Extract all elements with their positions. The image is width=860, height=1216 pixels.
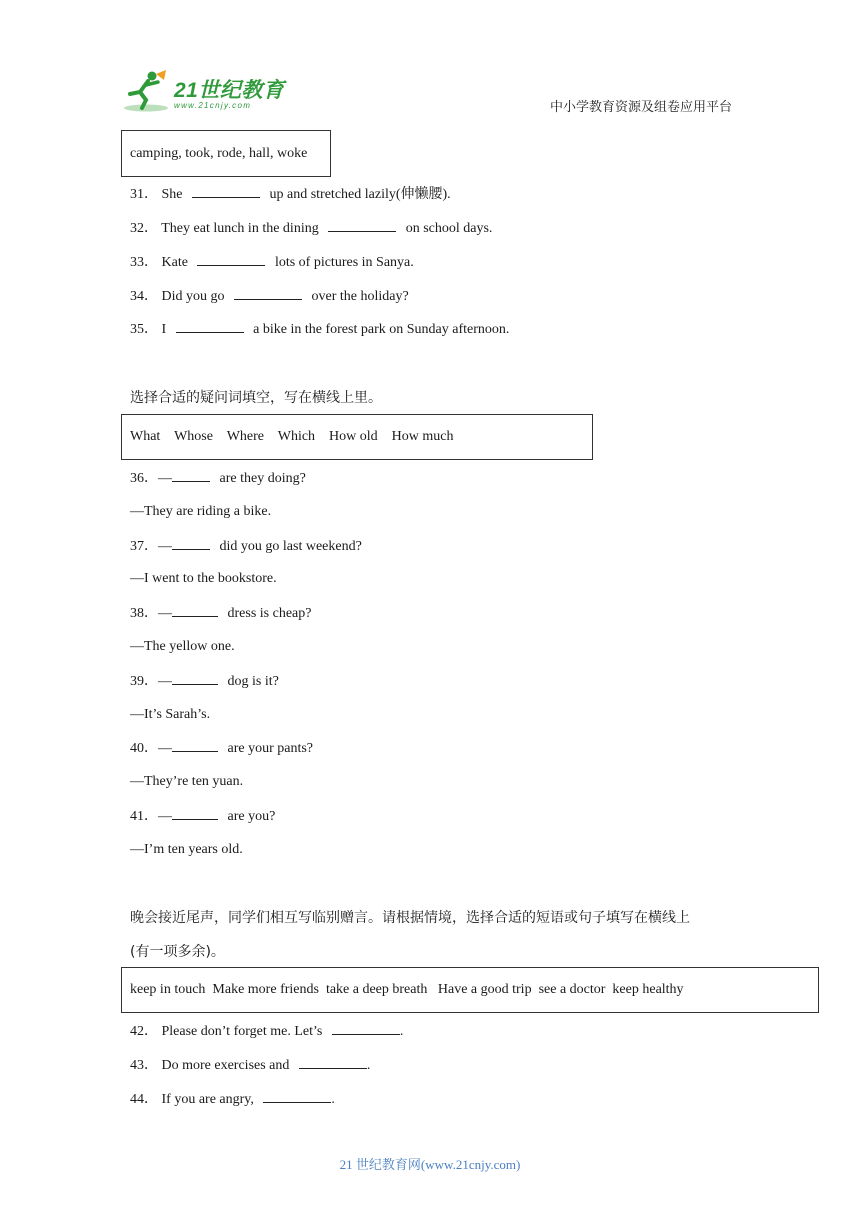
question-number: 44． [130,1092,158,1107]
answer-blank[interactable] [332,1022,400,1035]
runner-logo-icon [122,68,172,114]
dash: — [158,674,172,689]
answer-blank[interactable] [328,219,396,232]
word-box-1 [121,130,331,177]
question-40 [130,739,313,758]
question-text: I [161,322,167,337]
question-text: . [399,1024,404,1039]
question-text: on school days. [405,221,493,236]
question-42 [130,1022,403,1041]
answer-blank[interactable] [263,1090,331,1103]
section-instruction-2: 选择合适的疑问词填空，写在横线上里。 [130,390,382,406]
question-text: Kate [161,255,188,270]
question-number: 43． [130,1058,158,1073]
question-44 [130,1090,335,1109]
question-39 [130,672,279,691]
word-box-3-text: keep in touch Make more friends take a deep breath Have a good trip see a doctor keep healthy [130,982,684,997]
word-box-2-text: What Whose Where Which How old How much [130,429,454,444]
question-38 [130,604,311,623]
question-36 [130,469,306,488]
question-number: 40． [130,741,158,756]
answer-blank[interactable] [172,604,218,617]
logo-url: www.21cnjy.com [174,101,252,110]
question-text: up and stretched lazily(伸懒腰). [269,187,451,202]
question-text: are they doing? [219,471,306,486]
question-text: They eat lunch in the dining [161,221,319,236]
answer-blank[interactable] [172,469,210,482]
question-33 [130,253,414,272]
page-footer: 21 世纪教育网(www.21cnjy.com) [339,1157,521,1172]
question-text: lots of pictures in Sanya. [274,255,414,270]
question-text: If you are angry, [161,1092,254,1107]
answer-38: —The yellow one. [130,639,235,654]
answer-blank[interactable] [172,672,218,685]
answer-blank[interactable] [197,253,265,266]
question-number: 33． [130,255,158,270]
answer-blank[interactable] [172,807,218,820]
answer-blank[interactable] [192,185,260,198]
question-text: dress is cheap? [227,606,312,621]
question-32 [130,219,492,238]
answer-40: —They’re ten yuan. [130,774,244,789]
question-number: 31． [130,187,158,202]
answer-blank[interactable] [176,320,244,333]
section-instruction-3-line2: (有一项多余)。 [130,944,225,960]
question-number: 39． [130,674,158,689]
word-box-1-text: camping, took, rode, hall, woke [130,145,308,161]
answer-36: —They are riding a bike. [130,504,272,519]
question-text: . [331,1092,335,1107]
question-34 [130,287,409,306]
question-37 [130,537,362,556]
question-text: did you go last weekend? [219,539,362,554]
question-text: Did you go [161,289,225,304]
answer-39: —It’s Sarah’s. [130,707,211,722]
platform-label: 中小学教育资源及组卷应用平台 [550,99,733,114]
question-text: Please don’t forget me. Let’s [161,1024,323,1039]
dash: — [158,471,172,486]
dash: — [158,606,172,621]
question-number: 41． [130,809,158,824]
question-number: 32． [130,221,158,236]
question-number: 36． [130,471,158,486]
logo-text: 21世纪教育 [174,79,285,102]
word-box-2 [121,414,593,460]
question-35 [130,320,509,339]
question-text: a bike in the forest park on Sunday afternoon. [253,322,510,337]
question-43 [130,1056,370,1075]
answer-41: —I’m ten years old. [130,842,243,857]
answer-blank[interactable] [299,1056,367,1069]
word-box-3 [121,967,819,1013]
site-logo [122,68,292,114]
question-text: dog is it? [227,674,279,689]
dash: — [158,539,172,554]
answer-blank[interactable] [234,287,302,300]
dash: — [158,809,172,824]
question-number: 37． [130,539,158,554]
question-number: 35． [130,322,158,337]
question-text: are you? [227,809,276,824]
question-text: are your pants? [227,741,314,756]
question-text: Do more exercises and [161,1058,290,1073]
question-text: . [366,1058,371,1073]
question-text: over the holiday? [311,289,409,304]
section-instruction-3-line1: 晚会接近尾声，同学们相互写临别赠言。请根据情境，选择合适的短语或句子填写在横线上 [130,910,690,926]
answer-blank[interactable] [172,739,218,752]
question-number: 42． [130,1024,158,1039]
question-number: 34． [130,289,158,304]
question-41 [130,807,275,826]
question-text: She [161,187,183,202]
dash: — [158,741,172,756]
question-number: 38． [130,606,158,621]
answer-blank[interactable] [172,537,210,550]
question-31 [130,185,451,204]
answer-37: —I went to the bookstore. [130,571,277,586]
